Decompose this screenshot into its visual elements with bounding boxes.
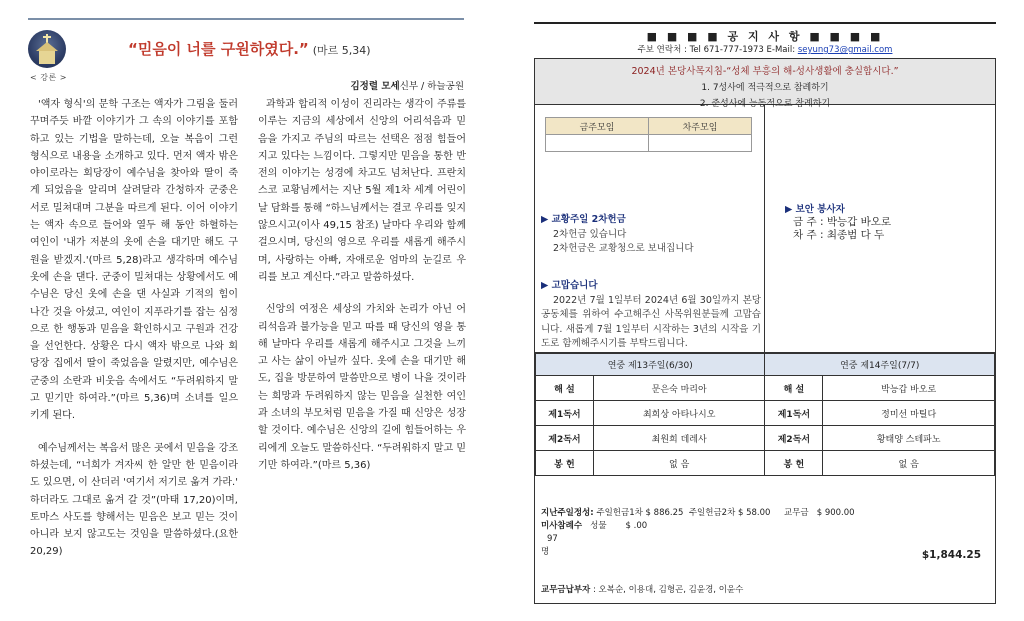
security-row: 차 주 : 최종범 다 두: [793, 229, 885, 241]
offering-row: [541, 507, 993, 520]
role-value: 황태양 스테파노: [823, 426, 995, 451]
role-value: 문은숙 마리아: [593, 376, 765, 401]
info-left: [535, 105, 765, 353]
author-suffix: 신부 / 하늘공원: [399, 81, 464, 92]
security-volunteers: [785, 203, 891, 242]
role-label: 제2독서: [765, 426, 823, 451]
liturgy-schedule-table: [535, 353, 995, 476]
mass-attendance-unit: 명: [541, 547, 550, 557]
offering-row: [541, 520, 993, 533]
notice-title: ■ ■ ■ ■ 공 지 사 항 ■ ■ ■ ■: [646, 30, 884, 43]
first-collection-amount: $ 886.25: [645, 508, 684, 518]
role-value: 정미선 마틸다: [823, 401, 995, 426]
role-label: 제2독서: [536, 426, 594, 451]
offering-label: 지난주일정성:: [541, 508, 594, 518]
thanks-title: ▶ 고맙습니다: [541, 280, 598, 291]
week-this-header: 연중 제13주일(6/30): [536, 354, 765, 376]
security-row: 금 주 : 박능갑 바오로: [793, 216, 892, 228]
author-name: 김정렬 모세: [350, 81, 400, 92]
role-value: 없 음: [593, 451, 765, 476]
role-value: 최희상 아타나시오: [593, 401, 765, 426]
contact-line: [534, 43, 996, 55]
goods-amount: $ .00: [625, 521, 648, 531]
info-right: [765, 105, 995, 353]
week-next-header: 연중 제14주일(7/7): [765, 354, 995, 376]
role-value: 최원희 데레사: [593, 426, 765, 451]
homily-page: [28, 18, 468, 613]
second-collection-title: ▶ 교황주일 2차헌금: [541, 214, 626, 225]
meeting-header-next: 차주모임: [649, 118, 752, 135]
role-label: 해 설: [536, 376, 594, 401]
paragraph: 과학과 합리적 이성이 진리라는 생각이 주류를 이루는 지금의 세상에서 신앙의 어리석음과 믿음을 가지고 주님의 따르는 선택은 점점 힘들어지고 있다는 느낌이다. 그렇지만 믿음을 통한 반전의 이야기는 성경에 차고도 넘쳐난다. 프란치스코 교황님께서는 지난 5월 제1차 세계 어린이날 담화를 통해 “하느님께서는 결코 우리를 잊지 않으시고(이사 49,15 참조) 날마다 우리와 함께 걸으시며, 당신의 영으로 우리를 새롭게 해주시며, 사랑하는 아빠, 자애로운 엄마의 눈길로 우리를 보고 계신다.”라고 말씀하셨다.: [258, 99, 466, 283]
second-collection-label: 주일헌금2차: [688, 508, 736, 518]
directive-title: 2024년 본당사목지침-“성체 부흥의 해-성사생활에 충실합시다.”: [631, 66, 899, 77]
homily-column-1: [30, 96, 238, 576]
contact-text: 주보 연락처 : Tel 671-777-1973 E-Mail:: [637, 45, 798, 55]
role-label: 봉 헌: [536, 451, 594, 476]
top-rule: [534, 22, 996, 24]
second-collection: [541, 213, 694, 257]
security-title: ▶ 보안 봉사자: [785, 204, 845, 215]
paragraph: '액자 형식'의 문학 구조는 액자가 그림을 둘러 꾸며주듯 바깥 이야기가 그 속의 이야기를 포함하고 있는 기법을 말하는데, 오늘 복음이 그런 형식으로 내용을 소개하고 있다. 먼저 액자 밖은 야이로라는 회당장이 예수님을 찾아와 딸이 죽게 되었음을 알리며 살려달라 간청하자 군중은 서로 밀쳐대며 그분을 따르게 된다. 이어 이야기는 액자 속으로 들어와 열두 해 동안 하혈하는 여인이 '내가 저분의 옷에 손을 대기만 해도 구원을 받겠지.'(마르 5,28)라고 생각하며 예수님 옷에 손을 댄다. 군중이 밀쳐대는 상황에서도 예수님은 당신 옷에 손을 댄 사실과 기적의 힘이 나간 것을 아셨고, 여인이 지푸라기를 잡는 심정으로 한 행동과 믿음을 확인하시고 구원과 건강을 선언한다. 상황은 다시 액자 밖으로 나와 회당장 집에서 딸이 죽었음을 알렸지만, 예수님은 군중의 소란과 비웃음 속에서도 “두려워하지 말고 믿기만 하여라.”(마르 5,36)며 소녀를 일으키게 된다.: [30, 99, 238, 422]
second-collection-amount: $ 58.00: [737, 508, 771, 518]
tithe-amount: $ 900.00: [816, 508, 855, 518]
info-section: [535, 105, 995, 353]
contact-email-link[interactable]: seyung73@gmail.com: [797, 45, 893, 55]
pastoral-directive: [535, 59, 995, 109]
church-logo-icon: [28, 30, 66, 68]
second-collection-line: 2차헌금 있습니다: [553, 228, 627, 240]
role-label: 제1독서: [765, 401, 823, 426]
directive-item: 2. 준성사에 능동적으로 참례하기: [699, 99, 831, 109]
contributors-label: 교무금납부자: [541, 585, 591, 595]
directive-item: 1. 7성사에 적극적으로 참례하기: [701, 83, 829, 93]
paragraph: 신앙의 여정은 세상의 가치와 논리가 아닌 어리석음과 불가능을 믿고 따를 때 당신의 영을 통해 날마다 우리를 새롭게 해주시고 그것을 느끼고 사는 삶이 아닐까 싶다. 옷에 손을 대기만 해도, 집을 방문하여 말씀만으로 병이 나을 것이라는 희망과 두려워하지 않는 믿음을 실천한 여인과 소녀의 부모처럼 믿음을 가질 때 신앙은 성장할 것이다. 예수님은 신앙의 길에 힘들어하는 우리에게 오늘도 말씀하신다. “두려워하지 말고 믿기만 하여라.”(마르 5,36): [258, 304, 466, 471]
homily-column-2: [258, 96, 466, 489]
mass-attendance-label: 미사참례수: [541, 521, 583, 531]
gospel-label: < 강론 >: [30, 73, 67, 82]
tithe-label: 교무금: [783, 508, 809, 518]
notice-frame: [534, 58, 996, 604]
homily-title-ref: (마르 5,34): [312, 44, 371, 57]
role-label: 제1독서: [536, 401, 594, 426]
second-collection-line: 2차헌금은 교황청으로 보내집니다: [553, 243, 694, 254]
thanks-notice: [541, 279, 761, 352]
thanks-text: 2022년 7월 1일부터 2024년 6월 30일까지 본당공동체를 위하여 수고해주신 사목위원분들께 고맙습니다. 새롭게 7월 1일부터 시작하는 3년의 시작을 기도로 함께해주시기를 부탁드립니다.: [541, 294, 761, 349]
first-collection-label: 주일헌금1차: [596, 508, 643, 518]
contributors-names: : 오복순, 이용대, 김형곤, 김윤경, 이윤수: [592, 585, 744, 595]
role-label: 해 설: [765, 376, 823, 401]
role-value: 없 음: [823, 451, 995, 476]
role-value: 박능갑 바오로: [823, 376, 995, 401]
meeting-value-next: [649, 135, 752, 152]
homily-header: [28, 26, 464, 86]
homily-author: [350, 78, 464, 92]
offering-total: $1,844.25: [921, 549, 981, 561]
meeting-value-this: [546, 135, 649, 152]
homily-title-text: “믿음이 너를 구원하였다.”: [128, 40, 309, 58]
mass-attendance-value: 97: [547, 534, 558, 544]
meeting-header-this: 금주모임: [546, 118, 649, 135]
goods-label: 성물: [590, 521, 607, 531]
notice-page: [534, 22, 998, 612]
paragraph: 예수님께서는 복음서 많은 곳에서 믿음을 강조하셨는데, “너희가 겨자씨 한 알만 한 믿음이라도 있으면, 이 산더러 '여기서 저기로 옮겨 가라.' 하더라도 그대로 옮겨 갈 것”(마태 17,20)이며, 토마스 사도를 향해서는 믿음은 보고 믿는 것이 아니라 보지 않고도는 것임을 말씀하셨다.(요한20,29): [30, 442, 238, 558]
role-label: 봉 헌: [765, 451, 823, 476]
homily-title: [128, 38, 371, 59]
top-rule: [28, 18, 464, 20]
meeting-table: [545, 117, 752, 152]
tithe-contributors: [541, 583, 743, 595]
